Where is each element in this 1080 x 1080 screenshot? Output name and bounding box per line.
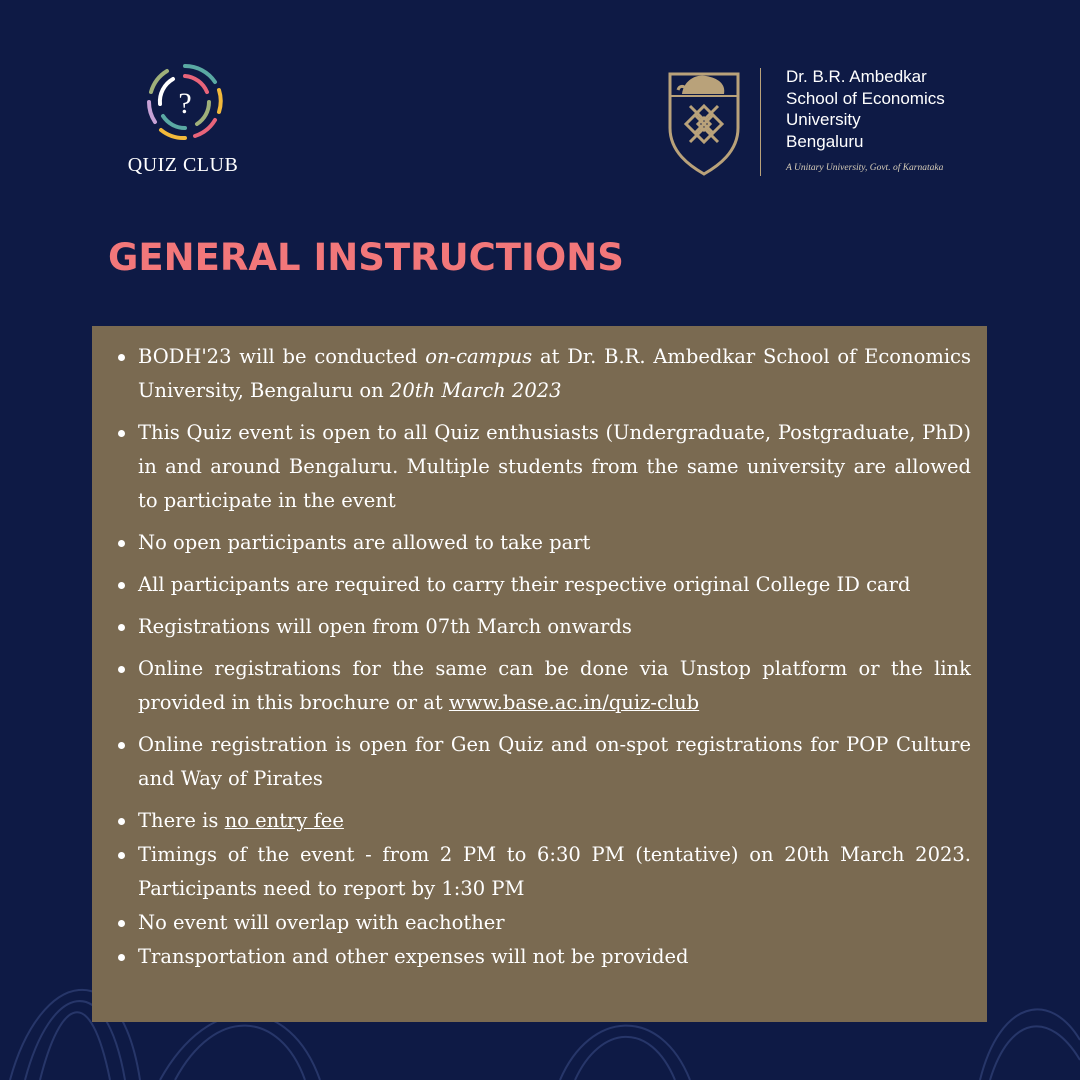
university-logo [666, 66, 986, 182]
instruction-item: All participants are required to carry their respective original College ID card [118, 568, 971, 602]
instruction-emphasis: 20th March 2023 [389, 379, 562, 402]
instruction-text: BODH'23 will be conducted [138, 345, 426, 368]
university-name-line: University [786, 110, 861, 129]
elephant-shield-crest-icon [666, 66, 742, 178]
instruction-item: Timings of the event - from 2 PM to 6:30 PM (tentative) on 20th March 2023. Participants need to report by 1:30 PM [118, 838, 971, 906]
university-name-line: School of Economics [786, 88, 945, 108]
instruction-emphasis: on-campus [425, 345, 533, 368]
quiz-club-logo [118, 62, 248, 182]
logo-divider [760, 68, 761, 176]
university-name [786, 66, 945, 152]
instruction-text: at Dr. B.R. Ambedkar School of Economics University, Bengaluru on [138, 345, 971, 402]
website-link[interactable]: www.base.ac.in/quiz-club [448, 691, 700, 714]
university-tagline: A Unitary University, Govt. of Karnataka [786, 163, 944, 173]
instruction-item [118, 804, 971, 838]
university-name-line: Bengaluru [786, 131, 864, 151]
instruction-item: Transportation and other expenses will not be provided [118, 940, 971, 974]
instruction-item: No open participants are allowed to take part [118, 526, 971, 560]
instructions-list [118, 340, 971, 974]
instruction-item [118, 652, 971, 720]
instruction-text: Online registrations for the same can be done via Unstop platform or the link provided in this brochure or at [138, 657, 971, 714]
instruction-item: No event will overlap with eachother [118, 906, 971, 940]
instruction-item: Registrations will open from 07th March onwards [118, 610, 971, 644]
instruction-item: Online registration is open for Gen Quiz and on-spot registrations for POP Culture and Way of Pirates [118, 728, 971, 796]
page-title: GENERAL INSTRUCTIONS [108, 236, 624, 279]
instruction-item: This Quiz event is open to all Quiz enthusiasts (Undergraduate, Postgraduate, PhD) in and around Bengaluru. Multiple students from the same university are allowed to participate in the event [118, 416, 971, 518]
instruction-text: There is [138, 809, 225, 832]
svg-text:?: ? [178, 87, 192, 120]
instruction-item [118, 340, 971, 408]
quiz-club-name: QUIZ CLUB [127, 154, 239, 176]
university-name-line: Dr. B.R. Ambedkar [786, 67, 927, 86]
instructions-panel [92, 326, 987, 1022]
question-mark-ring-icon [145, 62, 225, 142]
entry-fee-note: no entry fee [224, 809, 344, 832]
